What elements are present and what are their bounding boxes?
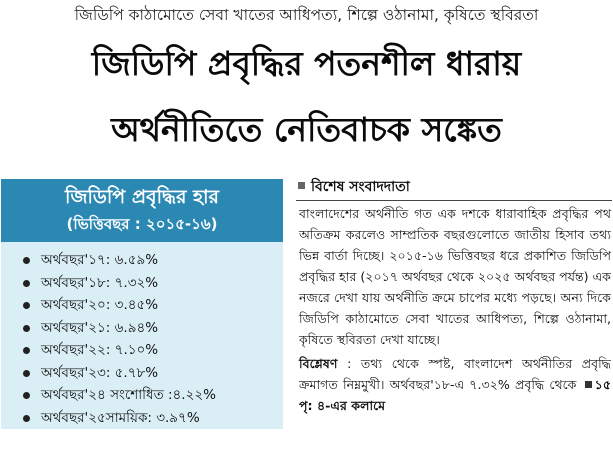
article-body [299,203,611,416]
article-analysis [299,353,611,416]
list-item [1,272,283,295]
list-item-label: অর্থবছর'২৫সাময়িক: ৩.৯৭% [41,409,200,426]
gdp-growth-box [1,179,283,429]
list-item-label: অর্থবছর'২৩: ৫.৭৮% [41,364,159,381]
headline-line-2: অর্থনীতিতে নেতিবাচক সঙ্কেত [111,110,502,149]
list-item [1,407,283,430]
gdp-growth-box-title: জিডিপি প্রবৃদ্ধির হার [65,186,219,208]
list-item-label: অর্থবছর'২২: ৭.১০% [41,342,159,358]
byline [298,176,410,198]
list-item [1,249,283,272]
list-item-label: অর্থবছর'২৪ সংশোধিত :৪.২২% [41,387,216,403]
bullet-icon [23,302,30,309]
bullet-icon [23,325,30,332]
list-item [1,362,283,385]
list-item-label: অর্থবছর'১৭: ৬.৫৯% [41,252,159,268]
list-item [1,384,283,407]
jump-square-icon [585,381,592,388]
byline-square-icon [298,182,305,189]
gdp-growth-box-subtitle: (ভিত্তিবছর : ২০১৫-১৬) [66,215,218,233]
list-item-label: অর্থবছর'২১: ৬.৯৪% [41,319,159,336]
list-item [1,294,283,317]
article-paragraph: বাংলাদেশের অর্থনীতি গত এক দশকে ধারাবাহিক প্রবৃদ্ধির পথ অতিক্রম করলেও সাম্প্রতিক বছরগুলোতে জাতীয় হিসাব তথ্য ভিন্ন বার্তা দিচ্ছে। ২০১৫-১৬ ভিত্তিবছর ধরে প্রকাশিত জিডিপি প্রবৃদ্ধির হার (২০১৭ অর্থবছর থেকে ২০২৫ অর্থবছর পর্যন্ত) এক নজরে দেখা যায় অর্থনীতি ক্রমে চাপের মধ্যে পড়ছে। অন্য দিকে জিডিপি কাঠামোতে সেবা খাতের আধিপত্য, শিল্পে ওঠানামা, কৃষিতে স্থবিরতা দেখা যাচ্ছে। [299,206,611,347]
bullet-icon [23,415,30,422]
analysis-text: : তথ্য থেকে স্পষ্ট, বাংলাদেশ অর্থনীতির প্রবৃদ্ধি ক্রমাগত নিম্নমুখী। অর্থবছর'১৮-এ ৭.৩২% প্রবৃদ্ধি থেকে [299,356,611,392]
gdp-growth-box-header [1,179,283,242]
headline-line-1: জিডিপি প্রবৃদ্ধির পতনশীল ধারায় [91,44,522,83]
list-item-label: অর্থবছর'২০: ৩.৪৫% [41,297,159,313]
list-item [1,317,283,340]
bullet-icon [23,392,30,399]
kicker-line: জিডিপি কাঠামোতে সেবা খাতের আধিপত্য, শিল্পে ওঠানামা, কৃষিতে স্থবিরতা [74,6,539,24]
bullet-icon [23,257,30,264]
continued-on-link[interactable]: ১৫ পৃ: ৪-এর কলামে [299,377,611,413]
list-item-label: অর্থবছর'১৮: ৭.৩২% [41,274,159,291]
bullet-icon [23,347,30,354]
gdp-growth-list [1,249,283,429]
byline-text: বিশেষ সংবাদদাতা [311,179,410,195]
bullet-icon [23,280,30,287]
analysis-lead: বিশ্লেষণ [299,356,338,371]
bullet-icon [23,370,30,377]
list-item [1,339,283,362]
byline-divider [296,200,612,201]
